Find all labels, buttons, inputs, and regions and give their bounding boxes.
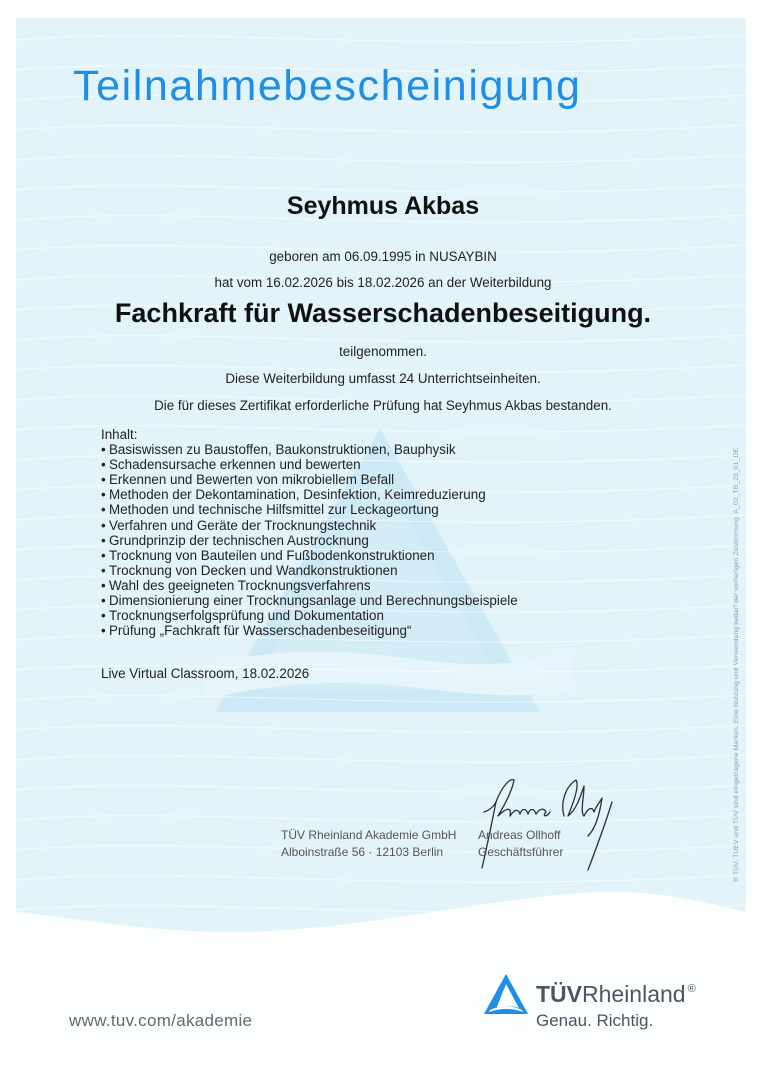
list-item: • Verfahren und Geräte der Trocknungstechnik: [101, 517, 377, 533]
list-item: • Basiswissen zu Baustoffen, Baukonstruktionen, Bauphysik: [101, 442, 456, 458]
signatory-name: Andreas Ollhoff: [478, 828, 561, 842]
bullet-icon: •: [101, 442, 106, 458]
trademark-note: ® TÜV, TUEV und TUV sind eingetragene Marken. Eine Nutzung und Verwendung bedarf der vorherigen Zustimmung. A_02_TB_23_01_DE: [733, 447, 740, 882]
issuer-address: Alboinstraße 56 · 12103 Berlin: [281, 845, 444, 859]
signatory-role: Geschäftsführer: [478, 845, 564, 859]
bullet-icon: •: [101, 608, 106, 624]
units-line: Diese Weiterbildung umfasst 24 Unterrichtseinheiten.: [225, 371, 541, 386]
list-item: • Dimensionierung einer Trocknungsanlage und Berechnungsbeispiele: [101, 593, 518, 609]
bullet-icon: •: [101, 623, 106, 639]
brand-rheinland: Rheinland: [582, 981, 686, 1007]
participated-line: teilgenommen.: [339, 344, 427, 359]
course-title: Fachkraft für Wasserschadenbeseitigung.: [114, 298, 652, 328]
certificate-title: Teilnahmebescheinigung: [73, 62, 582, 110]
list-item: • Schadensursache erkennen und bewerten: [101, 457, 361, 473]
bullet-icon: •: [101, 517, 106, 533]
bullet-icon: •: [101, 577, 106, 593]
list-item: • Methoden der Dekontamination, Desinfektion, Keimreduzierung: [101, 487, 486, 503]
brand-wordmark: [536, 981, 696, 1008]
signatory-block: [478, 827, 563, 861]
bullet-icon: •: [101, 532, 106, 548]
tuv-triangle-logo-icon: [482, 972, 530, 1016]
brand-tuv: TÜV: [536, 981, 582, 1007]
list-item: • Trocknungserfolgsprüfung und Dokumentation: [101, 608, 384, 624]
content-list: [101, 442, 518, 638]
exam-line: Die für dieses Zertifikat erforderliche Prüfung hat Seyhmus Akbas bestanden.: [154, 398, 612, 413]
bullet-icon: •: [101, 562, 106, 578]
list-item: • Trocknung von Bauteilen und Fußbodenkonstruktionen: [101, 547, 435, 563]
brand-tagline: Genau. Richtig.: [536, 1011, 654, 1030]
list-item: • Erkennen und Bewerten von mikrobiellem Befall: [101, 472, 395, 488]
list-item: • Wahl des geeigneten Trocknungsverfahrens: [101, 577, 371, 593]
issuer-block: [281, 827, 456, 861]
participant-name: Seyhmus Akbas: [286, 192, 480, 220]
bullet-icon: •: [101, 593, 106, 609]
bullet-icon: •: [101, 472, 106, 488]
list-item: • Methoden und technische Hilfsmittel zur Leckageortung: [101, 502, 439, 518]
website-url[interactable]: www.tuv.com/akademie: [69, 1011, 253, 1030]
list-item: • Prüfung „Fachkraft für Wasserschadenbeseitigung“: [101, 623, 412, 639]
content-section: [101, 427, 518, 638]
list-item: • Grundprinzip der technischen Austrocknung: [101, 532, 369, 548]
bullet-icon: •: [101, 487, 106, 503]
content-heading: Inhalt:: [101, 427, 138, 442]
birth-line: geboren am 06.09.1995 in NUSAYBIN: [269, 249, 497, 264]
issuer-name: TÜV Rheinland Akademie GmbH: [281, 828, 457, 842]
place-date: Live Virtual Classroom, 18.02.2026: [101, 666, 310, 681]
registered-mark: ®: [687, 983, 696, 995]
bullet-icon: •: [101, 547, 106, 563]
bullet-icon: •: [101, 457, 106, 473]
bullet-icon: •: [101, 502, 106, 518]
period-line: hat vom 16.02.2026 bis 18.02.2026 an der Weiterbildung: [214, 275, 552, 290]
list-item: • Trocknung von Decken und Wandkonstruktionen: [101, 562, 398, 578]
